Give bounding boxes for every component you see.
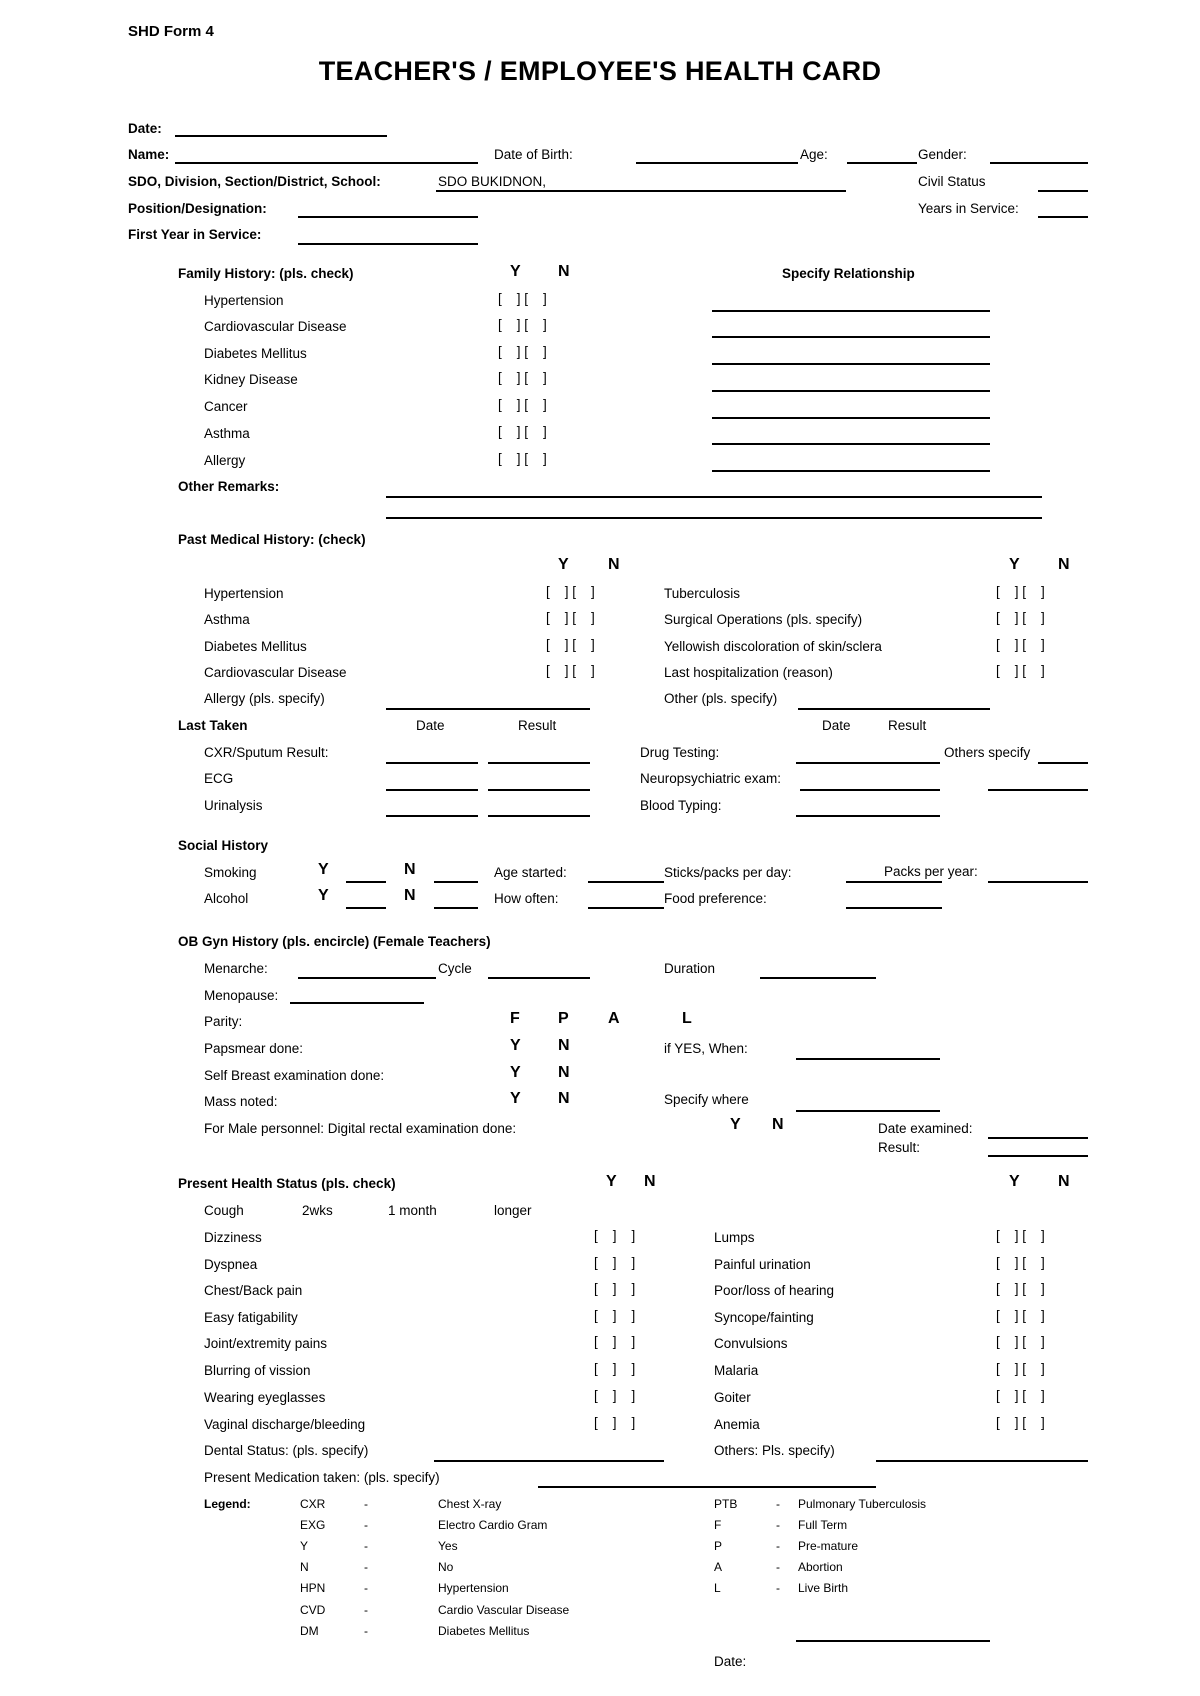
parity-p[interactable]: P bbox=[558, 1010, 569, 1027]
legend-definition: Diabetes Mellitus bbox=[438, 1624, 530, 1638]
signature-line[interactable] bbox=[796, 1640, 990, 1642]
sdo-value[interactable]: SDO BUKIDNON, bbox=[438, 174, 547, 189]
present-item-eyeglasses: Wearing eyeglasses bbox=[204, 1390, 326, 1405]
position-label: Position/Designation: bbox=[128, 201, 267, 216]
past-n-header-left: N bbox=[608, 556, 620, 573]
sdo-field[interactable] bbox=[436, 190, 846, 192]
family-item-cancer: Cancer bbox=[204, 399, 248, 414]
urinalysis-date-field[interactable] bbox=[386, 815, 478, 817]
age-label: Age: bbox=[800, 147, 828, 162]
present-checkbox-dyspnea[interactable]: [ ] ] bbox=[594, 1255, 636, 1270]
medication-field[interactable] bbox=[538, 1486, 876, 1488]
mass-noted-label: Mass noted: bbox=[204, 1094, 278, 1109]
present-item-malaria: Malaria bbox=[714, 1363, 759, 1378]
present-item-convulsions: Convulsions bbox=[714, 1336, 788, 1351]
legend-definition: Full Term bbox=[798, 1518, 848, 1532]
social-history-title: Social History bbox=[178, 838, 269, 853]
if-yes-when-label: if YES, When: bbox=[664, 1041, 748, 1056]
blood-typing-field[interactable] bbox=[796, 815, 940, 817]
legend-abbr: CXR bbox=[300, 1497, 326, 1511]
present-checkbox-joint-pains[interactable]: [ ] ] bbox=[594, 1334, 636, 1349]
date-examined-label: Date examined: bbox=[878, 1121, 973, 1136]
legend-abbr: HPN bbox=[300, 1581, 326, 1595]
present-item-anemia: Anemia bbox=[714, 1417, 760, 1432]
family-item-kidney: Kidney Disease bbox=[204, 372, 298, 387]
present-item-fatigability: Easy fatigability bbox=[204, 1310, 298, 1325]
dob-field[interactable] bbox=[636, 162, 798, 164]
family-item-cardiovascular: Cardiovascular Disease bbox=[204, 319, 347, 334]
past-item-asthma: Asthma bbox=[204, 612, 250, 627]
family-relationship-field[interactable] bbox=[712, 470, 990, 472]
smoking-y-field[interactable] bbox=[346, 881, 386, 883]
family-relationship-field[interactable] bbox=[712, 390, 990, 392]
male-dre-y[interactable]: Y bbox=[730, 1116, 741, 1133]
self-breast-label: Self Breast examination done: bbox=[204, 1068, 385, 1083]
legend-abbr: EXG bbox=[300, 1518, 326, 1532]
past-item-diabetes: Diabetes Mellitus bbox=[204, 639, 307, 654]
past-n-header-right: N bbox=[1058, 556, 1070, 573]
legend-dash: - bbox=[364, 1581, 368, 1595]
present-item-dyspnea: Dyspnea bbox=[204, 1257, 258, 1272]
family-item-asthma: Asthma bbox=[204, 426, 250, 441]
specify-where-field[interactable] bbox=[796, 1110, 940, 1112]
others-pls-specify-label: Others: Pls. specify) bbox=[714, 1443, 835, 1458]
present-checkbox-fatigability[interactable]: [ ] ] bbox=[594, 1308, 636, 1323]
present-checkbox-eyeglasses[interactable]: [ ] ] bbox=[594, 1388, 636, 1403]
others-specify-field[interactable] bbox=[1038, 762, 1088, 764]
years-service-field[interactable] bbox=[1038, 216, 1088, 218]
legend-abbr: PTB bbox=[714, 1497, 738, 1511]
other-remarks-field-1[interactable] bbox=[386, 496, 1042, 498]
food-preference-label: Food preference: bbox=[664, 891, 767, 906]
parity-label: Parity: bbox=[204, 1014, 243, 1029]
legend-abbr: Y bbox=[300, 1539, 309, 1553]
family-relationship-field[interactable] bbox=[712, 443, 990, 445]
last-taken-date-header-left: Date bbox=[416, 718, 445, 733]
cxr-date-field[interactable] bbox=[386, 762, 478, 764]
neuro-field[interactable] bbox=[800, 789, 940, 791]
date-field[interactable] bbox=[175, 135, 387, 137]
years-service-label: Years in Service: bbox=[918, 201, 1019, 216]
past-allergy-field[interactable] bbox=[386, 708, 590, 710]
duration-label: Duration bbox=[664, 961, 716, 976]
civil-status-field[interactable] bbox=[1038, 190, 1088, 192]
legend-abbr: CVD bbox=[300, 1603, 326, 1617]
legend-definition: Hypertension bbox=[438, 1581, 509, 1595]
past-item-hospitalization: Last hospitalization (reason) bbox=[664, 665, 833, 680]
present-checkbox-blurring[interactable]: [ ] ] bbox=[594, 1361, 636, 1376]
other-remarks-field-2[interactable] bbox=[386, 517, 1042, 519]
family-checkbox-hypertension[interactable]: [ ] [ ] bbox=[498, 291, 547, 306]
others-specify-label: Others specify bbox=[944, 745, 1031, 760]
papsmear-when-field[interactable] bbox=[796, 1058, 940, 1060]
present-checkbox-convulsions[interactable]: [ ] [ ] bbox=[996, 1334, 1045, 1349]
cycle-field[interactable] bbox=[488, 977, 590, 979]
dre-result-label: Result: bbox=[878, 1140, 921, 1155]
legend-dash: - bbox=[364, 1560, 368, 1574]
present-checkbox-vaginal[interactable]: [ ] ] bbox=[594, 1415, 636, 1430]
menarche-label: Menarche: bbox=[204, 961, 268, 976]
family-item-allergy: Allergy bbox=[204, 453, 246, 468]
past-item-cardiovascular: Cardiovascular Disease bbox=[204, 665, 347, 680]
legend-abbr: P bbox=[714, 1539, 723, 1553]
food-preference-field[interactable] bbox=[846, 907, 942, 909]
menarche-field[interactable] bbox=[298, 977, 436, 979]
legend-dash: - bbox=[776, 1539, 780, 1553]
past-checkbox-yellowish[interactable]: [ ] [ ] bbox=[996, 637, 1045, 652]
age-started-label: Age started: bbox=[494, 865, 567, 880]
dre-result-field[interactable] bbox=[988, 1155, 1088, 1157]
legend-dash: - bbox=[364, 1603, 368, 1617]
urinalysis-result-field[interactable] bbox=[488, 815, 590, 817]
legend-abbr: A bbox=[714, 1560, 723, 1574]
legend-definition: Abortion bbox=[798, 1560, 843, 1574]
past-item-tuberculosis: Tuberculosis bbox=[664, 586, 741, 601]
family-checkbox-cancer[interactable]: [ ] [ ] bbox=[498, 397, 547, 412]
drug-testing-field[interactable] bbox=[796, 762, 940, 764]
last-taken-neuro: Neuropsychiatric exam: bbox=[640, 771, 782, 786]
parity-a[interactable]: A bbox=[608, 1010, 620, 1027]
packs-year-label: Packs per year: bbox=[884, 864, 978, 879]
name-field[interactable] bbox=[175, 162, 478, 164]
family-y-header: Y bbox=[510, 263, 521, 280]
dental-status-label: Dental Status: (pls. specify) bbox=[204, 1443, 369, 1458]
gender-label: Gender: bbox=[918, 147, 967, 162]
present-checkbox-painful-urination[interactable]: [ ] [ ] bbox=[996, 1255, 1045, 1270]
present-item-joint-pains: Joint/extremity pains bbox=[204, 1336, 328, 1351]
civil-status-label: Civil Status bbox=[918, 174, 986, 189]
past-item-surgical: Surgical Operations (pls. specify) bbox=[664, 612, 863, 627]
age-started-field[interactable] bbox=[588, 881, 664, 883]
male-dre-label: For Male personnel: Digital rectal examination done: bbox=[204, 1121, 517, 1136]
alcohol-label: Alcohol bbox=[204, 891, 249, 906]
date-label: Date: bbox=[128, 121, 162, 136]
family-checkbox-cardiovascular[interactable]: [ ] [ ] bbox=[498, 317, 547, 332]
past-checkbox-tuberculosis[interactable]: [ ] [ ] bbox=[996, 584, 1045, 599]
menopause-label: Menopause: bbox=[204, 988, 279, 1003]
present-item-lumps: Lumps bbox=[714, 1230, 755, 1245]
cough-option-1month[interactable]: 1 month bbox=[388, 1203, 437, 1218]
self-breast-y[interactable]: Y bbox=[510, 1064, 521, 1081]
present-n-header-left: N bbox=[644, 1173, 656, 1190]
family-checkbox-asthma[interactable]: [ ] [ ] bbox=[498, 424, 547, 439]
last-taken-blood-typing: Blood Typing: bbox=[640, 798, 722, 813]
smoking-label: Smoking bbox=[204, 865, 257, 880]
others-specify-field-2[interactable] bbox=[988, 789, 1088, 791]
cough-option-longer[interactable]: longer bbox=[494, 1203, 532, 1218]
family-relationship-field[interactable] bbox=[712, 336, 990, 338]
position-field[interactable] bbox=[298, 216, 478, 218]
footer-date-label: Date: bbox=[714, 1654, 747, 1669]
present-item-painful-urination: Painful urination bbox=[714, 1257, 811, 1272]
family-checkbox-diabetes[interactable]: [ ] [ ] bbox=[498, 344, 547, 359]
last-taken-urinalysis: Urinalysis bbox=[204, 798, 263, 813]
last-taken-title: Last Taken bbox=[178, 718, 248, 733]
legend-definition: Pulmonary Tuberculosis bbox=[798, 1497, 927, 1511]
legend-abbr: N bbox=[300, 1560, 309, 1574]
legend-definition: Chest X-ray bbox=[438, 1497, 502, 1511]
others-pls-specify-field[interactable] bbox=[876, 1460, 1088, 1462]
smoking-n: N bbox=[404, 861, 416, 878]
gender-field[interactable] bbox=[990, 162, 1088, 164]
date-examined-field[interactable] bbox=[988, 1137, 1088, 1139]
past-y-header-right: Y bbox=[1009, 556, 1020, 573]
legend-dash: - bbox=[364, 1518, 368, 1532]
family-checkbox-kidney[interactable]: [ ] [ ] bbox=[498, 370, 547, 385]
dob-label: Date of Birth: bbox=[494, 147, 573, 162]
present-health-title: Present Health Status (pls. check) bbox=[178, 1176, 396, 1191]
past-y-header-left: Y bbox=[558, 556, 569, 573]
past-checkbox-surgical[interactable]: [ ] [ ] bbox=[996, 610, 1045, 625]
legend-definition: Live Birth bbox=[798, 1581, 849, 1595]
family-n-header: N bbox=[558, 263, 570, 280]
present-checkbox-anemia[interactable]: [ ] [ ] bbox=[996, 1415, 1045, 1430]
legend-title: Legend: bbox=[204, 1497, 251, 1511]
how-often-label: How often: bbox=[494, 891, 559, 906]
other-remarks-label: Other Remarks: bbox=[178, 479, 280, 494]
present-item-chest-pain: Chest/Back pain bbox=[204, 1283, 303, 1298]
present-checkbox-dizziness[interactable]: [ ] ] bbox=[594, 1228, 636, 1243]
past-checkbox-cardiovascular[interactable]: [ ] [ ] bbox=[546, 663, 595, 678]
how-often-field[interactable] bbox=[588, 907, 664, 909]
medication-label: Present Medication taken: (pls. specify) bbox=[204, 1470, 440, 1485]
past-checkbox-diabetes[interactable]: [ ] [ ] bbox=[546, 637, 595, 652]
past-checkbox-hypertension[interactable]: [ ] [ ] bbox=[546, 584, 595, 599]
present-item-blurring: Blurring of vission bbox=[204, 1363, 311, 1378]
legend-definition: Pre-mature bbox=[798, 1539, 859, 1553]
present-checkbox-goiter[interactable]: [ ] [ ] bbox=[996, 1388, 1045, 1403]
parity-l[interactable]: L bbox=[682, 1010, 692, 1027]
last-taken-date-header-right: Date bbox=[822, 718, 851, 733]
past-history-title: Past Medical History: (check) bbox=[178, 532, 366, 547]
smoking-y: Y bbox=[318, 861, 329, 878]
present-item-syncope: Syncope/fainting bbox=[714, 1310, 814, 1325]
sticks-field[interactable] bbox=[846, 881, 942, 883]
present-n-header-right: N bbox=[1058, 1173, 1070, 1190]
legend-abbr: DM bbox=[300, 1624, 319, 1638]
first-year-label: First Year in Service: bbox=[128, 227, 262, 242]
cxr-result-field[interactable] bbox=[488, 762, 590, 764]
present-item-dizziness: Dizziness bbox=[204, 1230, 262, 1245]
past-checkbox-hospitalization[interactable]: [ ] [ ] bbox=[996, 663, 1045, 678]
legend-definition: No bbox=[438, 1560, 454, 1574]
age-field[interactable] bbox=[847, 162, 917, 164]
cough-option-2wks[interactable]: 2wks bbox=[302, 1203, 333, 1218]
present-y-header-right: Y bbox=[1009, 1173, 1020, 1190]
present-checkbox-chest-pain[interactable]: [ ] ] bbox=[594, 1281, 636, 1296]
last-taken-cxr: CXR/Sputum Result: bbox=[204, 745, 329, 760]
ecg-result-field[interactable] bbox=[488, 789, 590, 791]
family-item-diabetes: Diabetes Mellitus bbox=[204, 346, 307, 361]
alcohol-n-field[interactable] bbox=[434, 907, 478, 909]
legend-dash: - bbox=[776, 1518, 780, 1532]
last-taken-drug-testing: Drug Testing: bbox=[640, 745, 720, 760]
obgyn-title: OB Gyn History (pls. encircle) (Female Teachers) bbox=[178, 934, 491, 949]
past-item-hypertension: Hypertension bbox=[204, 586, 284, 601]
male-dre-n[interactable]: N bbox=[772, 1116, 784, 1133]
legend-dash: - bbox=[364, 1624, 368, 1638]
mass-noted-y[interactable]: Y bbox=[510, 1090, 521, 1107]
ecg-date-field[interactable] bbox=[386, 789, 478, 791]
mass-noted-n[interactable]: N bbox=[558, 1090, 570, 1107]
papsmear-n[interactable]: N bbox=[558, 1037, 570, 1054]
present-item-hearing: Poor/loss of hearing bbox=[714, 1283, 835, 1298]
family-relationship-field[interactable] bbox=[712, 363, 990, 365]
legend-dash: - bbox=[776, 1560, 780, 1574]
dental-status-field[interactable] bbox=[434, 1460, 664, 1462]
past-other-field[interactable] bbox=[798, 708, 990, 710]
past-allergy-label: Allergy (pls. specify) bbox=[204, 691, 325, 706]
past-checkbox-asthma[interactable]: [ ] [ ] bbox=[546, 610, 595, 625]
present-checkbox-malaria[interactable]: [ ] [ ] bbox=[996, 1361, 1045, 1376]
legend-abbr: F bbox=[714, 1518, 722, 1532]
sticks-label: Sticks/packs per day: bbox=[664, 865, 792, 880]
present-item-vaginal: Vaginal discharge/bleeding bbox=[204, 1417, 366, 1432]
first-year-field[interactable] bbox=[298, 243, 478, 245]
papsmear-label: Papsmear done: bbox=[204, 1041, 304, 1056]
legend-definition: Yes bbox=[438, 1539, 458, 1553]
legend-dash: - bbox=[776, 1497, 780, 1511]
past-item-yellowish: Yellowish discoloration of skin/sclera bbox=[664, 639, 882, 654]
form-code: SHD Form 4 bbox=[128, 23, 214, 40]
family-item-hypertension: Hypertension bbox=[204, 293, 284, 308]
form-title: TEACHER'S / EMPLOYEE'S HEALTH CARD bbox=[318, 56, 882, 86]
menopause-field[interactable] bbox=[290, 1002, 424, 1004]
duration-field[interactable] bbox=[760, 977, 876, 979]
legend-dash: - bbox=[776, 1581, 780, 1595]
name-label: Name: bbox=[128, 147, 170, 162]
family-history-title: Family History: (pls. check) bbox=[178, 266, 354, 281]
cycle-label: Cycle bbox=[438, 961, 472, 976]
legend-definition: Cardio Vascular Disease bbox=[438, 1603, 570, 1617]
specify-where-label: Specify where bbox=[664, 1092, 749, 1107]
parity-f[interactable]: F bbox=[510, 1010, 520, 1027]
legend-dash: - bbox=[364, 1539, 368, 1553]
packs-year-field[interactable] bbox=[988, 881, 1088, 883]
cough-label: Cough bbox=[204, 1203, 244, 1218]
legend-dash: - bbox=[364, 1497, 368, 1511]
family-relationship-field[interactable] bbox=[712, 417, 990, 419]
past-other-label: Other (pls. specify) bbox=[664, 691, 778, 706]
present-item-goiter: Goiter bbox=[714, 1390, 751, 1405]
legend-abbr: L bbox=[714, 1581, 721, 1595]
last-taken-result-header-left: Result bbox=[518, 718, 557, 733]
present-y-header-left: Y bbox=[606, 1173, 617, 1190]
present-checkbox-syncope[interactable]: [ ] [ ] bbox=[996, 1308, 1045, 1323]
family-checkbox-allergy[interactable]: [ ] [ ] bbox=[498, 451, 547, 466]
self-breast-n[interactable]: N bbox=[558, 1064, 570, 1081]
smoking-n-field[interactable] bbox=[434, 881, 478, 883]
legend-definition: Electro Cardio Gram bbox=[438, 1518, 548, 1532]
family-relationship-header: Specify Relationship bbox=[782, 266, 915, 281]
present-checkbox-hearing[interactable]: [ ] [ ] bbox=[996, 1281, 1045, 1296]
present-checkbox-lumps[interactable]: [ ] [ ] bbox=[996, 1228, 1045, 1243]
alcohol-y: Y bbox=[318, 887, 329, 904]
alcohol-y-field[interactable] bbox=[346, 907, 386, 909]
last-taken-result-header-right: Result bbox=[888, 718, 927, 733]
sdo-label: SDO, Division, Section/District, School: bbox=[128, 174, 381, 189]
papsmear-y[interactable]: Y bbox=[510, 1037, 521, 1054]
family-relationship-field[interactable] bbox=[712, 310, 990, 312]
last-taken-ecg: ECG bbox=[204, 771, 234, 786]
alcohol-n: N bbox=[404, 887, 416, 904]
